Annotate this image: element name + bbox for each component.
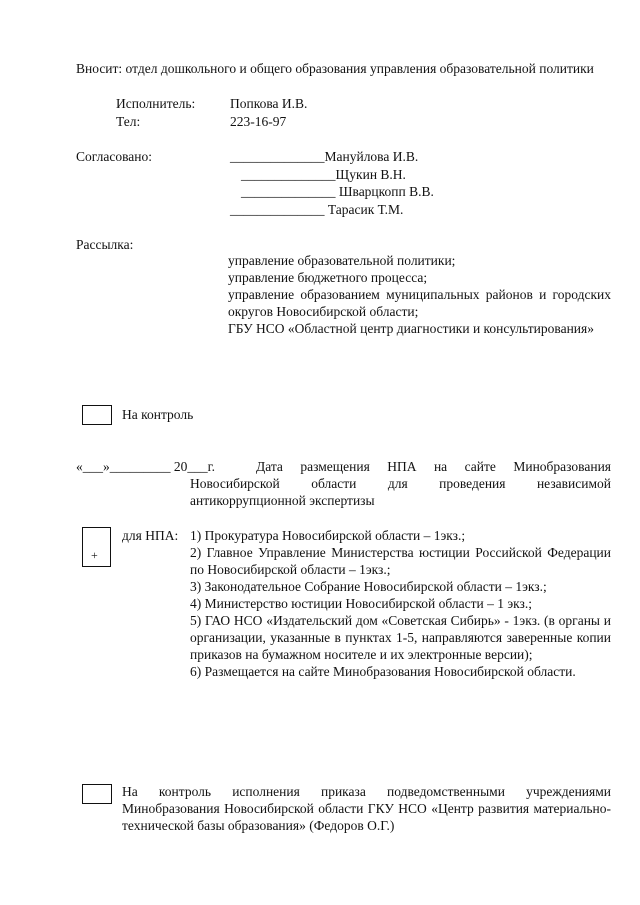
approval-label: Согласовано:	[76, 149, 152, 164]
signer-line: ______________ Шварцкопп В.В.	[241, 184, 434, 199]
control-checkbox[interactable]	[82, 405, 112, 425]
signer-line: ______________Мануйлова И.В.	[230, 149, 419, 164]
distribution-label: Рассылка:	[76, 237, 134, 252]
distribution-item: управление бюджетного процесса;	[228, 270, 428, 285]
npa-item: 1) Прокуратура Новосибирской области – 1экз.;	[190, 528, 466, 543]
distribution-item: управление образованием муниципальных районов и городских округов Новосибирской области;	[228, 287, 611, 319]
executor-value: Попкова И.В.	[230, 96, 308, 111]
signer-line: ______________Щукин В.Н.	[241, 167, 406, 182]
distribution-list	[228, 252, 611, 337]
signer-line: ______________ Тарасик Т.М.	[230, 202, 404, 217]
npa-item: 3) Законодательное Собрание Новосибирской области – 1экз.;	[190, 579, 547, 594]
phone-value: 223-16-97	[230, 114, 287, 129]
phone-label: Тел:	[116, 114, 141, 129]
introducer-text: Вносит: отдел дошкольного и общего образования управления образовательной политики	[76, 61, 594, 76]
execution-control-checkbox[interactable]	[82, 784, 112, 804]
npa-label: для НПА:	[122, 528, 179, 543]
control-label: На контроль	[122, 407, 194, 422]
execution-control-text: На контроль исполнения приказа подведомственными учреждениями Минобразования Новосибирской области ГКУ НСО «Центр развития материально-технической базы образования» (Федоров О.Г.)	[122, 784, 611, 833]
distribution-item: управление образовательной политики;	[228, 253, 456, 268]
publication-date-stub: «___»_________ 20___г.	[76, 459, 216, 474]
npa-item: 2) Главное Управление Министерства юстиции Российской Федерации по Новосибирской области – 1экз.;	[190, 545, 611, 577]
executor-label: Исполнитель:	[116, 96, 196, 111]
npa-item: 4) Министерство юстиции Новосибирской области – 1 экз.;	[190, 596, 533, 611]
distribution-item: ГБУ НСО «Областной центр диагностики и консультирования»	[228, 321, 594, 336]
npa-item: 5) ГАО НСО «Издательский дом «Советская Сибирь» - 1экз. (в органы и организации, указанные в пунктах 1-5, направляются заверенные копии приказов на бумажном носителе и их электронные версии);	[190, 613, 611, 662]
checkbox-mark: +	[91, 548, 98, 562]
publication-text: Дата размещения НПА на сайте Минобразования Новосибирской области для проведения независимой антикоррупционной экспертизы	[190, 459, 611, 508]
npa-checkbox[interactable]	[82, 527, 111, 567]
npa-list	[190, 527, 611, 680]
npa-item: 6) Размещается на сайте Минобразования Новосибирской области.	[190, 664, 576, 679]
